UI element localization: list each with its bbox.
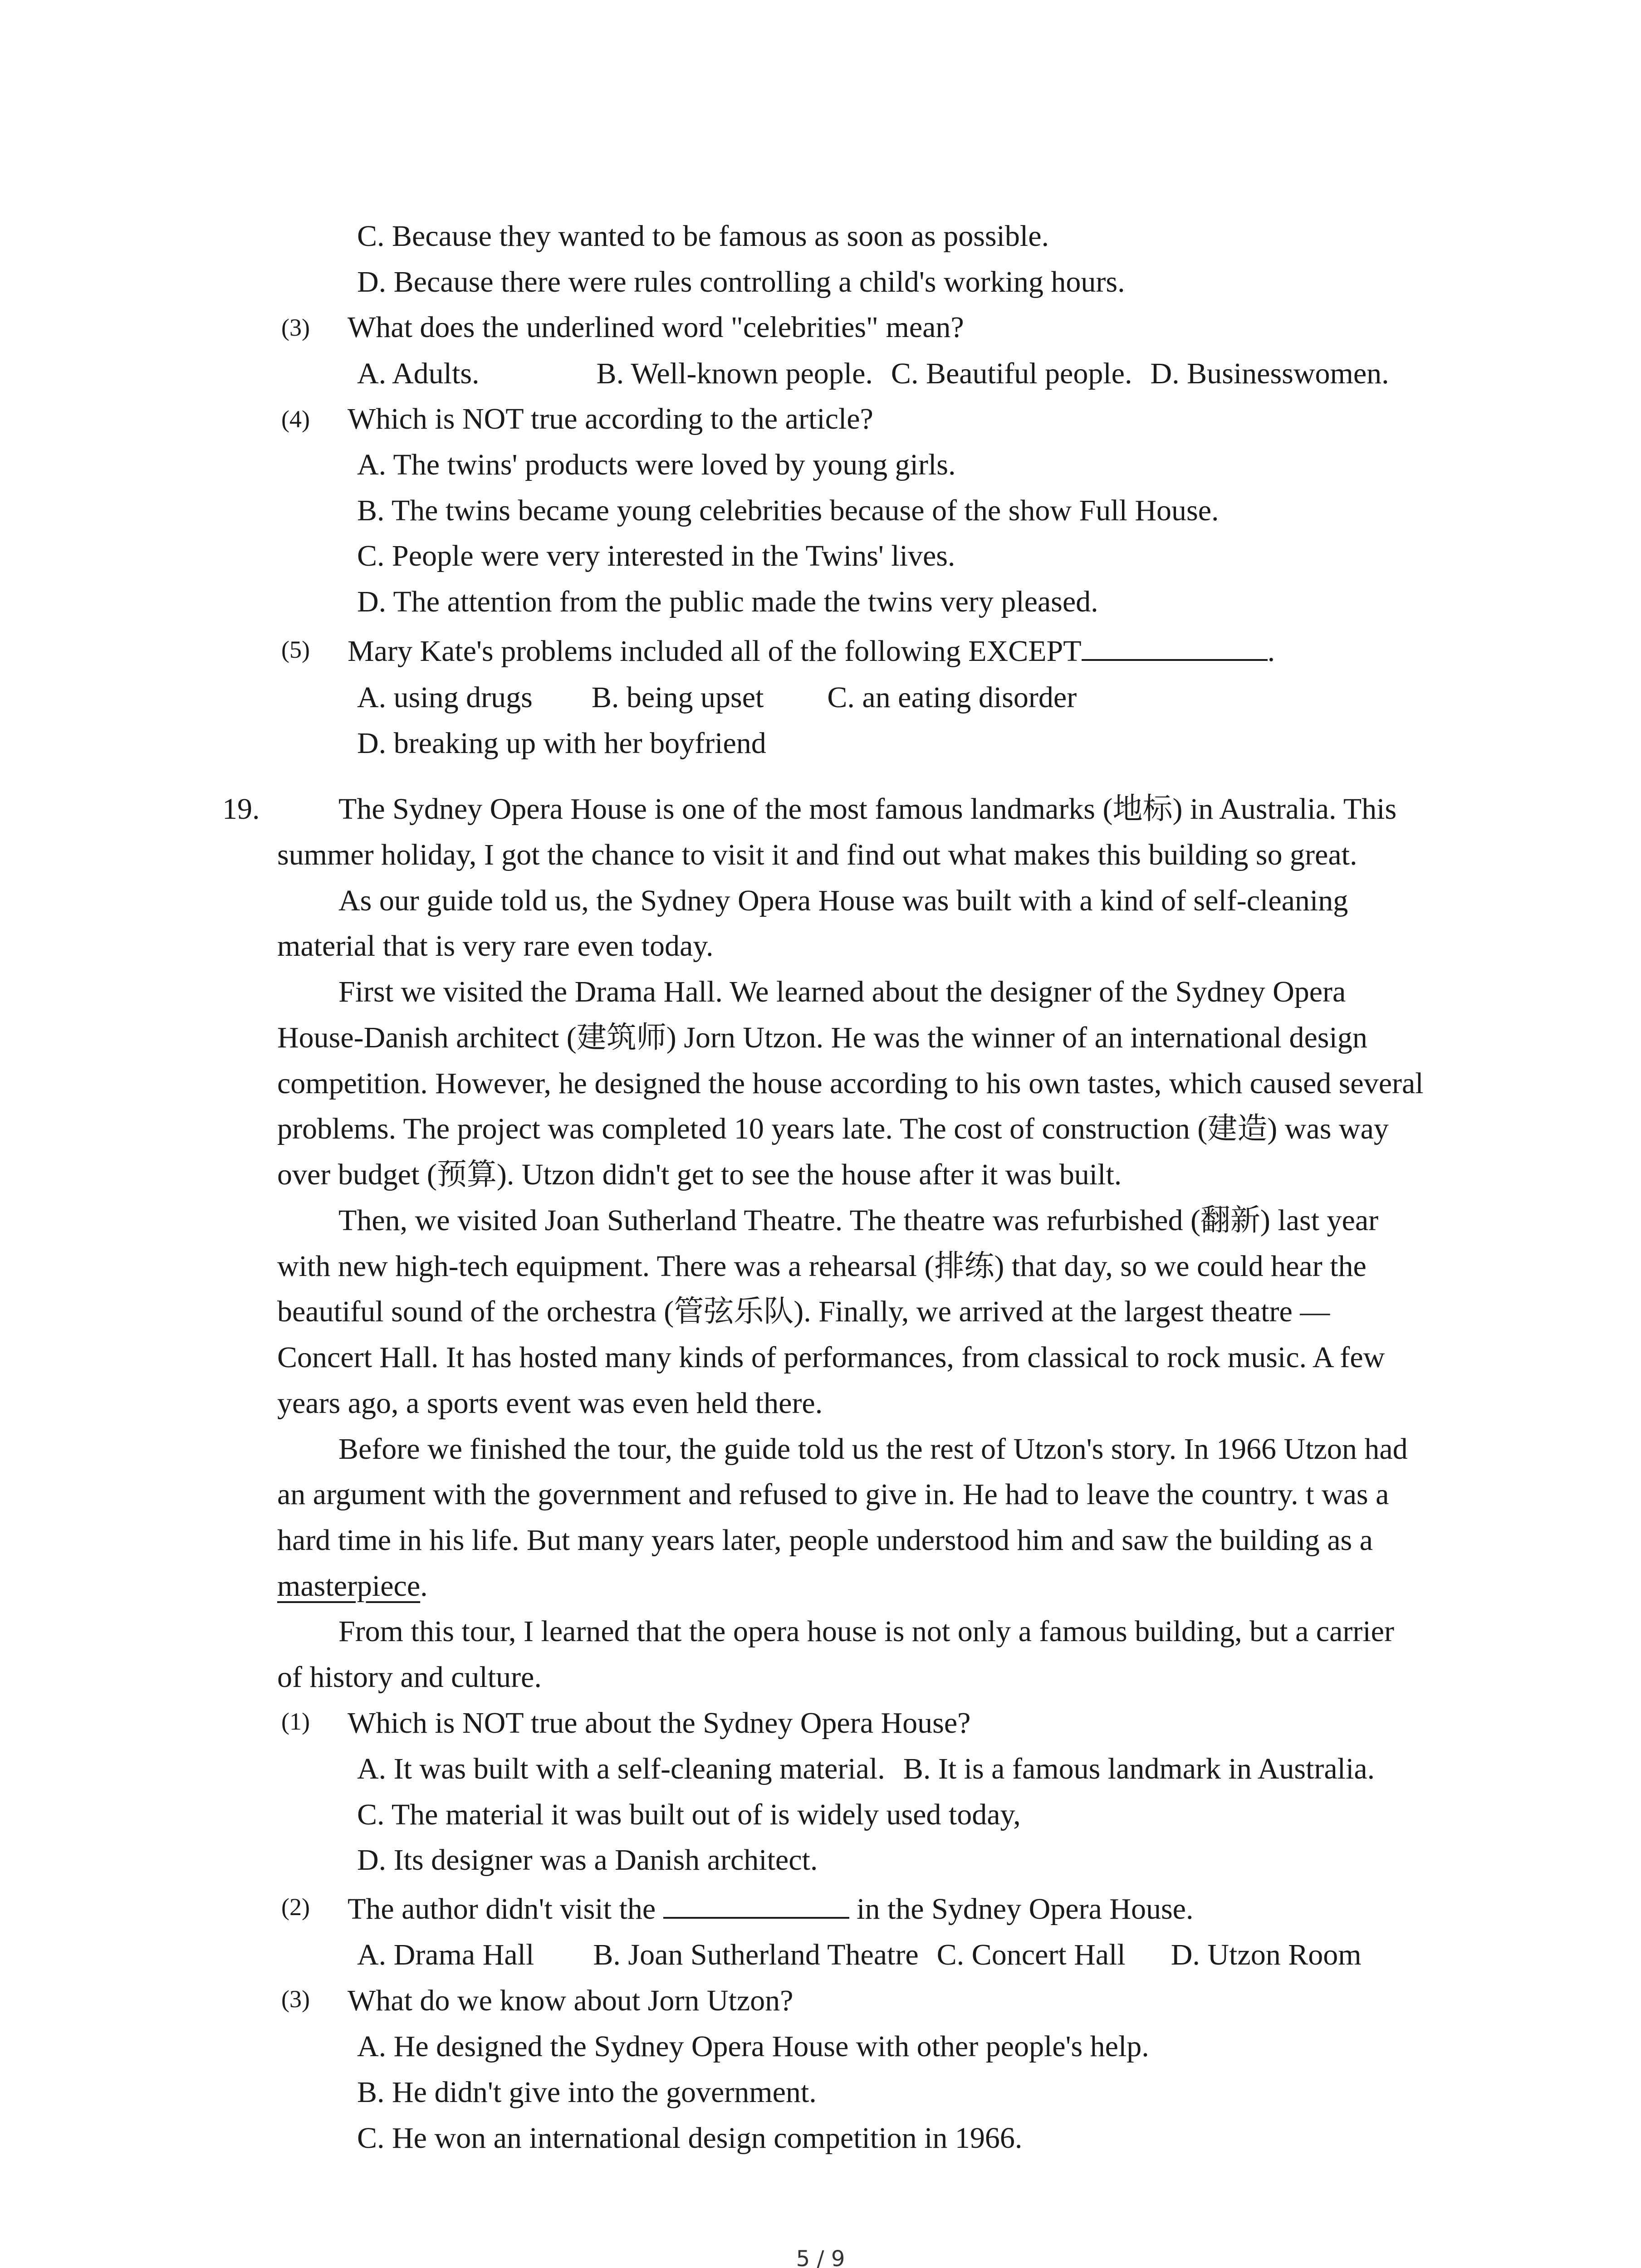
- passage-line: [277, 1569, 428, 1604]
- question-text: What do we know about Jorn Utzon?: [348, 1984, 794, 2017]
- answer-blank[interactable]: [1082, 634, 1268, 661]
- option-c: C. Beautiful people.: [891, 357, 1132, 390]
- underlined-word: masterpiece: [277, 1569, 421, 1603]
- option-b: B. He didn't give into the government.: [357, 2076, 817, 2109]
- passage-line: years ago, a sports event was even held there.: [277, 1387, 823, 1420]
- option-a: A. It was built with a self-cleaning material.: [357, 1752, 885, 1785]
- passage-line: Concert Hall. It has hosted many kinds of performances, from classical to rock music. A few: [277, 1341, 1385, 1374]
- option-d: D. Because there were rules controlling a child's working hours.: [357, 265, 1125, 298]
- passage-line: Before we finished the tour, the guide told us the rest of Utzon's story. In 1966 Utzon had: [338, 1432, 1408, 1466]
- option-c: C. The material it was built out of is widely used today,: [357, 1798, 1021, 1831]
- option-d: D. The attention from the public made the twins very pleased.: [357, 585, 1098, 618]
- passage-line: Then, we visited Joan Sutherland Theatre. The theatre was refurbished (翻新) last year: [338, 1204, 1379, 1237]
- option-a: A. using drugs: [357, 681, 533, 714]
- options-row: [357, 1937, 1362, 1973]
- question-number: (5): [281, 636, 310, 663]
- question-text-after: in the Sydney Opera House.: [857, 1892, 1194, 1926]
- options-row: [357, 356, 1389, 391]
- passage-line: with new high-tech equipment. There was a rehearsal (排练) that day, so we could hear the: [277, 1250, 1367, 1283]
- question-text: [348, 1892, 1193, 1927]
- passage-line: material that is very rare even today.: [277, 929, 714, 963]
- question-text-before: The author didn't visit the: [348, 1892, 656, 1926]
- question-text-end: .: [1267, 635, 1275, 668]
- option-c: C. People were very interested in the Twins' lives.: [357, 539, 955, 572]
- question-number: (2): [281, 1893, 310, 1921]
- question-text-main: Mary Kate's problems included all of the following EXCEPT: [348, 635, 1082, 668]
- passage-line: House-Danish architect (建筑师) Jorn Utzon. He was the winner of an international design: [277, 1021, 1367, 1054]
- question-number: (3): [281, 1985, 310, 2013]
- passage-line: beautiful sound of the orchestra (管弦乐队). Finally, we arrived at the largest theatre —: [277, 1295, 1330, 1328]
- passage-line: First we visited the Drama Hall. We learned about the designer of the Sydney Opera: [338, 975, 1346, 1008]
- question-number: (3): [281, 314, 310, 341]
- options-row: [357, 680, 1077, 715]
- question-number: (4): [281, 406, 310, 433]
- option-d: D. Utzon Room: [1171, 1938, 1362, 1971]
- question-text: Which is NOT true about the Sydney Opera House?: [348, 1706, 971, 1740]
- option-d: D. Its designer was a Danish architect.: [357, 1843, 818, 1877]
- passage-number: 19.: [222, 792, 260, 826]
- question-number: (1): [281, 1708, 310, 1735]
- passage-line: competition. However, he designed the house according to his own tastes, which caused several: [277, 1067, 1424, 1100]
- option-a: A. The twins' products were loved by young girls.: [357, 448, 956, 481]
- passage-line-end: .: [420, 1569, 428, 1603]
- option-c: C. Because they wanted to be famous as soon as possible.: [357, 220, 1049, 253]
- option-b: B. It is a famous landmark in Australia.: [903, 1752, 1375, 1785]
- option-b: B. Well-known people.: [596, 357, 873, 390]
- answer-blank[interactable]: [663, 1892, 849, 1919]
- option-b: B. being upset: [591, 681, 764, 714]
- option-b: B. Joan Sutherland Theatre: [593, 1938, 919, 1971]
- option-a: A. He designed the Sydney Opera House with other people's help.: [357, 2030, 1149, 2063]
- passage-line: summer holiday, I got the chance to visit it and find out what makes this building so great.: [277, 838, 1357, 871]
- page-number: 5 / 9: [796, 2246, 845, 2268]
- option-d: D. Businesswomen.: [1150, 357, 1389, 390]
- option-c: C. He won an international design competition in 1966.: [357, 2121, 1023, 2155]
- passage-line: over budget (预算). Utzon didn't get to see the house after it was built.: [277, 1158, 1122, 1191]
- passage-line: hard time in his life. But many years later, people understood him and saw the building as a: [277, 1524, 1373, 1557]
- option-d: D. breaking up with her boyfriend: [357, 727, 766, 760]
- question-text: What does the underlined word "celebrities" mean?: [348, 311, 964, 344]
- question-text: Which is NOT true according to the article?: [348, 402, 873, 435]
- options-row: [357, 1751, 1375, 1787]
- option-c: C. an eating disorder: [827, 681, 1077, 714]
- passage-line: an argument with the government and refused to give in. He had to leave the country. t was a: [277, 1478, 1389, 1511]
- option-a: A. Drama Hall: [357, 1938, 534, 1971]
- option-c: C. Concert Hall: [936, 1938, 1126, 1971]
- question-text: [348, 634, 1275, 669]
- option-a: A. Adults.: [357, 357, 480, 390]
- passage-line: From this tour, I learned that the opera house is not only a famous building, but a carrier: [338, 1615, 1394, 1648]
- passage-line: of history and culture.: [277, 1661, 542, 1694]
- passage-line: The Sydney Opera House is one of the most famous landmarks (地标) in Australia. This: [338, 792, 1397, 826]
- passage-line: problems. The project was completed 10 years late. The cost of construction (建造) was way: [277, 1112, 1389, 1145]
- passage-line: As our guide told us, the Sydney Opera House was built with a kind of self-cleaning: [338, 884, 1348, 917]
- option-b: B. The twins became young celebrities because of the show Full House.: [357, 494, 1219, 527]
